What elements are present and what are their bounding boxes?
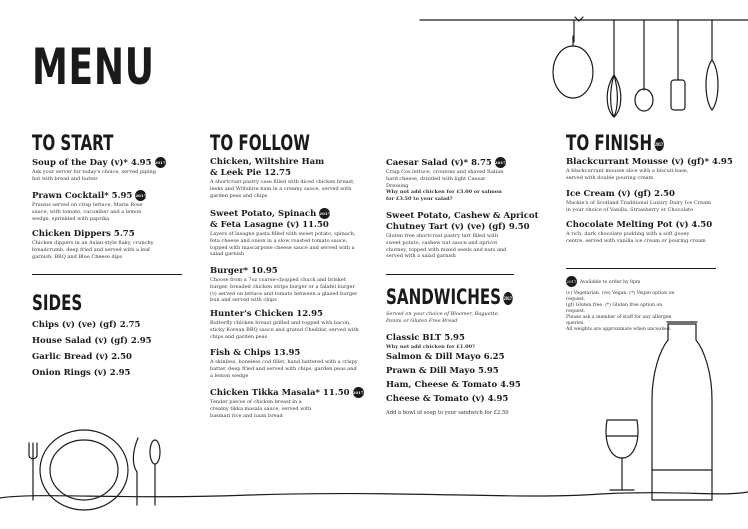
list-item: House Salad (v) (gf) 2.95 [32,336,152,346]
section-heading-to-finish: TO FINISH 2017 [566,131,664,155]
section-heading-sides: SIDES [32,291,83,315]
section-heading-to-follow: TO FOLLOW [210,131,310,155]
list-item: Chips (v) (ve) (gf) 2.75 [32,320,141,330]
sandwich-footer: Add a bowl of soup to your sandwich for £2.50 [386,410,509,416]
list-item: Ham, Cheese & Tomato 4.95 [386,380,521,390]
table-spoon-icon [150,440,160,464]
list-item: Sweet Potato, Cashew & Apricot Chutney Tart (v) (ve) (gf) 9.50 Gluten free shortcrust pastry tart filled with sweet potato, cashew nut sauce and apricot chutney, topped with mixed seeds and nuts and served with a salad garnish [386,211,539,260]
list-item: Chicken, Wiltshire Ham & Leek Pie 12.75 A shortcrust pastry case filled with diced chicken breast, leeks and Wiltshire ham in a creamy sauce, served with garden peas and chips [210,157,355,199]
list-item: Chicken Tikka Masala* 11.50 2017 Tender pieces of chicken breast in a creamy tikka masala sauce, served with basmati rice and naan bread [210,388,364,419]
list-item: Soup of the Day (v)* 4.95 2017 Ask your server for today's choice, served piping hot with bread and butter [32,158,166,182]
section-heading-to-start: TO START [32,131,114,155]
frying-pan-icon [553,46,593,98]
list-item: Prawn & Dill Mayo 5.95 [386,366,499,376]
list-item: Blackcurrant Mousse (v) (gf)* 4.95 A blackcurrant mousse slice with a biscuit base, served with double pouring cream [566,157,733,181]
time-badge-icon: 2017 [566,276,577,287]
list-item: Sweet Potato, Spinach 2017 & Feta Lasagne (v) 11.50 Layers of lasagne pasta filled with sweet potato, spinach, feta cheese and onion in a slow roasted tomato sauce, topped with mascarpone cheese sauce and served with a salad garnish [210,209,356,258]
list-item: Fish & Chips 13.95 A skinless, boneless cod fillet, hand battered with a crispy batter, deep fried and served with chips, garden peas and a lemon wedge [210,348,358,379]
list-item: Caesar Salad (v)* 8.75 2017 Crisp Cos lettuce, croutons and shaved Italian hard cheese, drizzled with light Caesar Dressing Why not add chicken for £3.00 or salmon for £3.50 to your salad? [386,158,506,203]
sandwich-intro: Served on your choice of Bloomer, Baguette, Panini or Gluten Free Bread [386,311,500,324]
time-badge-icon: 2017 [353,387,364,398]
time-badge-icon: 2017 [135,190,146,201]
section-heading-sandwiches: SANDWICHES 2017 [386,285,512,309]
list-item: Prawn Cocktail* 5.95 2017 Prawns served on crisp lettuce, Marie Rose sauce, with tomato, cucumber and a lemon wedge, sprinkled with paprika [32,191,147,222]
list-item: Hunter's Chicken 12.95 Butterfly chicken breast grilled and topped with bacon, sticky Korean BBQ sauce and grated Cheddar, served with chips and garden peas [210,309,359,340]
time-badge-icon: 2017 [654,138,663,151]
bottle-icon [652,324,712,500]
list-item: Garlic Bread (v) 2.50 [32,352,132,362]
list-item: Classic BLT 5.95 Why not add chicken for £1.00? [386,333,475,350]
fork-icon [29,443,37,500]
time-badge-icon: 2017 [319,208,330,219]
divider [32,274,182,275]
knife-icon [133,438,138,505]
legend: 2017 Available to order by 8pm (v) Vegetarian. (ve) Vegan. (*) Vegan option on request. (gf) Gluten free. (*) Gluten free option on request. Please ask a member of staff for any allergen queries. All weights are approximate when uncooked. [566,276,681,333]
plate-icon [40,430,128,510]
list-item: Onion Rings (v) 2.95 [32,368,131,378]
wine-glass-icon [606,420,638,458]
time-badge-icon: 2017 [503,292,512,305]
list-item: Ice Cream (v) (gf) 2.50 Mackie's of Scotland Traditional Luxury Dairy Ice Cream in your choice of Vanilla, Strawberry or Chocolate [566,189,711,213]
page-title: MENU [32,38,155,96]
list-item: Burger* 10.95 Choose from a 7oz coarse-chopped chuck and brisket burger, breaded chicken strips burger or a falafel burger (v) served on lettuce and tomato between a glazed burger bun and served with chips [210,266,358,304]
list-item: Chocolate Melting Pot (v) 4.50 A rich, dark chocolate pudding with a soft gooey centre, served with vanilla ice cream or pouring cream [566,220,713,244]
list-item: Cheese & Tomato (v) 4.95 [386,394,509,404]
divider [566,268,716,269]
divider [386,274,514,275]
time-badge-icon: 2017 [495,157,506,168]
time-badge-icon: 2017 [155,157,166,168]
list-item: Salmon & Dill Mayo 6.25 [386,352,505,362]
list-item: Chicken Dippers 5.75 Chicken dippers in an Asian-style flaky, crunchy breadcrumb, deep fried and served with a leaf garnish, BBQ and Blue Cheese dips [32,229,154,260]
